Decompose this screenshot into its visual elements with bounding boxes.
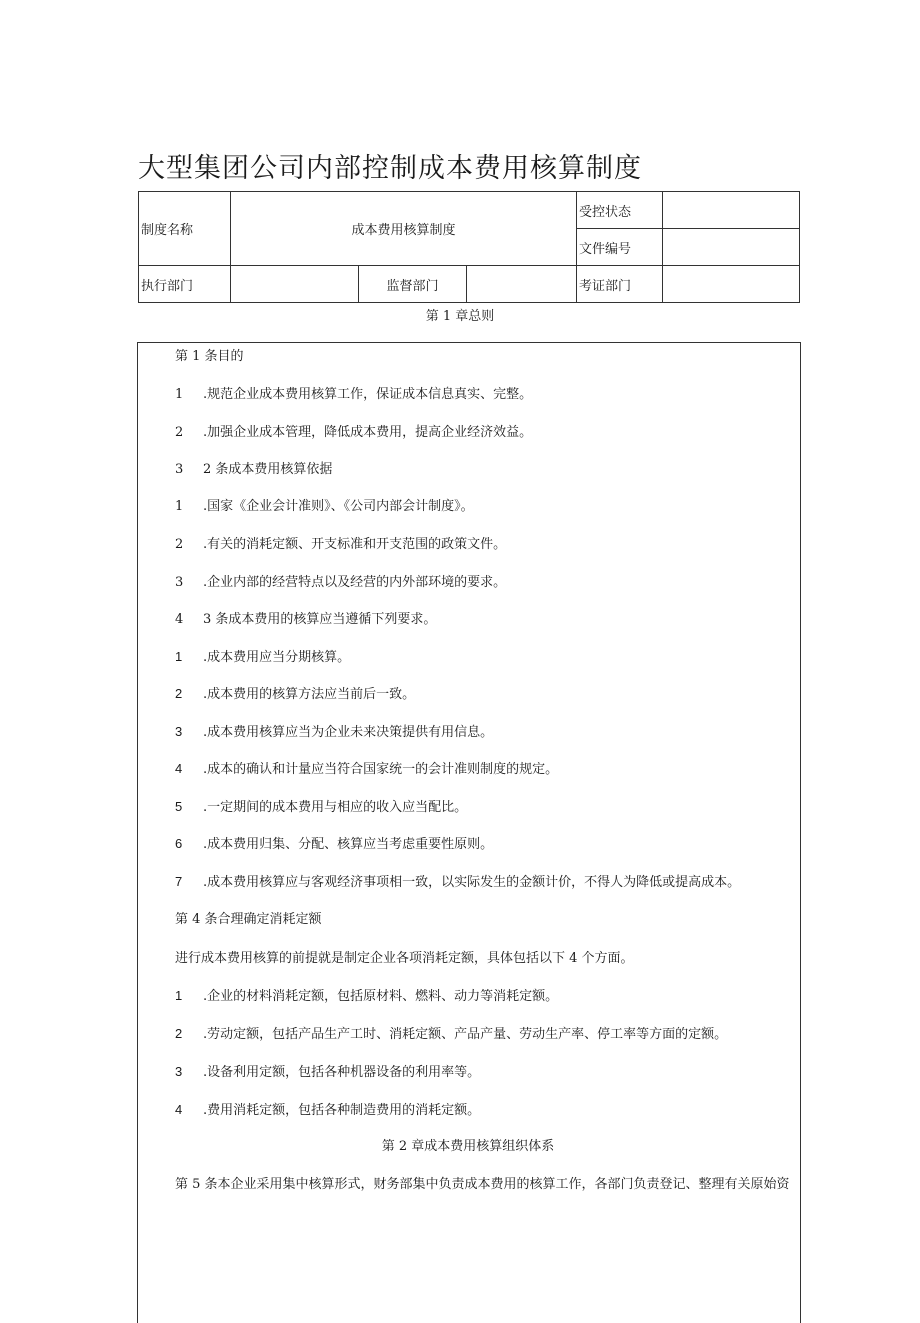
- list-item: 4 .费用消耗定额，包括各种制造费用的消耗定额。: [175, 1102, 481, 1118]
- control-status-label: 受控状态: [577, 192, 663, 229]
- list-item: 3 .设备利用定额，包括各种机器设备的利用率等。: [175, 1064, 481, 1080]
- info-table: [138, 191, 800, 303]
- supervise-dept-value: [467, 266, 577, 303]
- list-item: 2 .劳动定额，包括产品生产工时、消耗定额、产品产量、劳动生产率、停工率等方面的定额。: [175, 1026, 728, 1042]
- list-item: 7 .成本费用核算应与客观经济事项相一致，以实际发生的金额计价，不得人为降低或提高成本。: [175, 874, 741, 890]
- chapter-1-title: 第 1 章总则: [425, 309, 495, 324]
- page-title: 大型集团公司内部控制成本费用核算制度: [138, 153, 642, 185]
- exec-dept-value: [231, 266, 359, 303]
- list-item: 1 .企业的材料消耗定额，包括原材料、燃料、动力等消耗定额。: [175, 988, 559, 1004]
- article-5: 第 5 条本企业采用集中核算形式，财务部集中负责成本费用的核算工作，各部门负责登记、整理有关原始资: [175, 1177, 790, 1192]
- list-item: 6 .成本费用归集、分配、核算应当考虑重要性原则。: [175, 836, 494, 852]
- list-item: 3 .成本费用核算应当为企业未来决策提供有用信息。: [175, 724, 494, 740]
- list-item: 1 .规范企业成本费用核算工作，保证成本信息真实、完整。: [175, 387, 533, 402]
- list-item: 3 .企业内部的经营特点以及经营的内外部环境的要求。: [175, 575, 507, 590]
- article-4-heading: 第 4 条合理确定消耗定额: [175, 912, 322, 927]
- list-item: 4 .成本的确认和计量应当符合国家统一的会计准则制度的规定。: [175, 761, 559, 777]
- name-label: 制度名称: [139, 192, 231, 266]
- list-item: 2 .成本费用的核算方法应当前后一致。: [175, 686, 416, 702]
- article-3-heading: 4 3 条成本费用的核算应当遵循下列要求。: [175, 612, 437, 627]
- supervise-dept-label: 监督部门: [359, 266, 467, 303]
- exec-dept-label: 执行部门: [139, 266, 231, 303]
- paragraph: 进行成本费用核算的前提就是制定企业各项消耗定额，具体包括以下 4 个方面。: [175, 951, 634, 966]
- audit-dept-value: [663, 266, 800, 303]
- list-item: 1 .国家《企业会计准则》、《公司内部会计制度》。: [175, 499, 474, 514]
- control-status-value: [663, 192, 800, 229]
- file-no-value: [663, 229, 800, 266]
- list-item: 2 .加强企业成本管理，降低成本费用，提高企业经济效益。: [175, 425, 533, 440]
- list-item: 5 .一定期间的成本费用与相应的收入应当配比。: [175, 799, 468, 815]
- list-item: 1 .成本费用应当分期核算。: [175, 649, 351, 665]
- article-2-heading: 3 2 条成本费用核算依据: [175, 462, 333, 477]
- article-1-heading: 第 1 条目的: [175, 349, 244, 364]
- audit-dept-label: 考证部门: [577, 266, 663, 303]
- file-no-label: 文件编号: [577, 229, 663, 266]
- chapter-2-title: 第 2 章成本费用核算组织体系: [381, 1139, 555, 1154]
- name-value: 成本费用核算制度: [231, 192, 577, 266]
- content-box: [137, 342, 801, 1323]
- list-item: 2 .有关的消耗定额、开支标准和开支范围的政策文件。: [175, 537, 507, 552]
